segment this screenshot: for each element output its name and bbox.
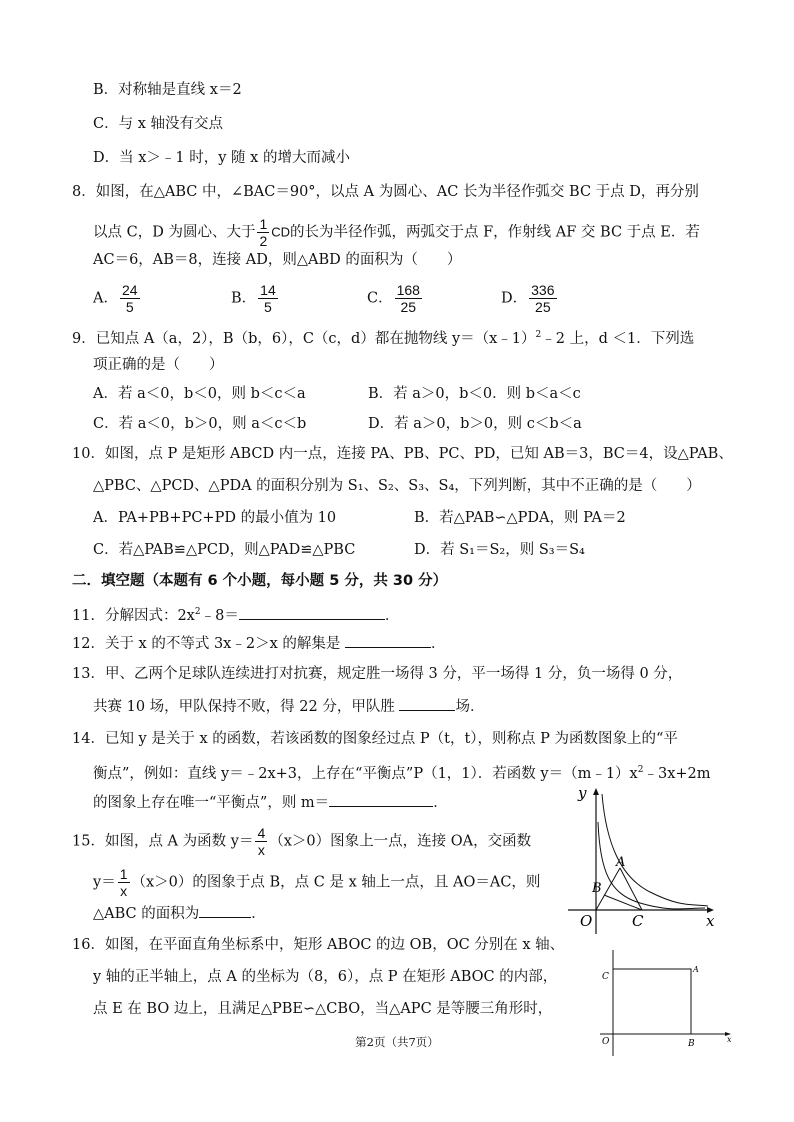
q9-line-2: 项正确的是（ ）: [93, 357, 224, 373]
q8-option-b: B． $\frac{14}{5}$: [231, 282, 276, 315]
fig-label-b: B: [592, 881, 602, 896]
q9-line-1: 9．已知点 A（a，2），B（b，6），C（c，d）都在抛物线 y＝（x﹣1）$^2$﹣2 上，d ＜1．下列选: [72, 330, 695, 347]
q9-option-b: B．若 a＞0，b＜0．则 b＜a＜c: [368, 386, 581, 402]
fig-label-b: B: [688, 1039, 695, 1049]
fig-label-c: C: [602, 972, 609, 982]
q7-option-d: D．当 x＞﹣1 时，y 随 x 的增大而减小: [93, 150, 350, 166]
fig-label-o: O: [602, 1037, 610, 1047]
q9-option-c: C．若 a＜0，b＞0，则 a＜c＜b: [93, 416, 307, 432]
q11-line: 11．分解因式：$2x^2﹣8=$ ．: [72, 602, 399, 626]
q11-answer-blank[interactable]: [239, 605, 385, 620]
q10-option-d: D．若 S₁＝S₂，则 S₃＝S₄: [414, 542, 585, 558]
q8-option-c: C． $\frac{168}{25}$: [367, 282, 420, 315]
segment-bc: [604, 895, 642, 910]
q8-line-1: 8．如图，在△ABC 中，∠BAC＝90°，以点 A 为圆心、AC 长为半径作弧交 BC 于点 D，再分别: [72, 184, 699, 200]
q7-option-c: C．与 x 轴没有交点: [93, 116, 223, 132]
q9-option-a: A．若 a＜0，b＜0，则 b＜c＜a: [93, 386, 306, 402]
q10-option-b: B．若△PAB∽△PDA，则 PA＝2: [414, 510, 626, 526]
q16-line-3: 点 E 在 BO 边上，且满足△PBE∽△CBO，当△APC 是等腰三角形时，: [93, 1001, 553, 1017]
q12-answer-blank[interactable]: [345, 633, 431, 648]
q9-option-d: D．若 a＞0，b＞0，则 c＜b＜a: [368, 416, 582, 432]
fig-label-c: C: [632, 912, 644, 930]
q14-line-3: 的图象上存在唯一“平衡点”，则 m＝ ．: [93, 792, 448, 813]
fig-label-x: x: [727, 1035, 732, 1044]
q10-line-1: 10．如图，点 P 是矩形 ABCD 内一点，连接 PA、PB、PC、PD，已知 AB＝3，BC＝4，设△PAB、: [72, 446, 733, 462]
curve-y-1-over-x: [598, 822, 705, 909]
q8-option-a: A． $\frac{24}{5}$: [93, 282, 138, 315]
fig-label-o: O: [580, 912, 593, 930]
q14-answer-blank[interactable]: [329, 792, 433, 807]
rectangle-aboc: [613, 969, 691, 1034]
q13-answer-blank[interactable]: [399, 696, 455, 711]
q13-line-1: 13．甲、乙两个足球队连续进打对抗赛，规定胜一场得 3 分，平一场得 1 分，负一场得 0 分，: [72, 666, 683, 682]
y-axis-arrow-icon: [593, 788, 599, 795]
q8-option-d: D． $\frac{336}{25}$: [501, 282, 555, 315]
fraction-half: $\frac{1}{2}$: [259, 216, 268, 249]
section-title-fill-in: 二．填空题（本题有 6 个小题，每小题 5 分，共 30 分）: [72, 573, 448, 589]
fig-label-y: y: [578, 784, 587, 802]
q14-line-1: 14．已知 y 是关于 x 的函数，若该函数的图象经过点 P（t，t），则称点 P 为函数图象上的“平: [72, 731, 678, 747]
q12-line: 12．关于 x 的不等式 3x﹣2＞x 的解集是 ．: [72, 633, 445, 654]
segment-ac: [620, 868, 642, 910]
q15-line-1: 15．如图，点 A 为函数 y＝ $\frac{4}{x}$ （x＞0）图象上一点，连接 OA，交函数: [72, 825, 532, 858]
q10-line-2: △PBC、△PCD、△PDA 的面积分别为 S₁、S₂、S₃、S₄，下列判断，其中不正确的是（ ）: [93, 478, 701, 494]
fig-label-a: A: [616, 855, 626, 870]
q10-option-a: A．PA+PB+PC+PD 的最小值为 10: [93, 510, 337, 526]
curve-y-4-over-x: [602, 794, 708, 906]
q13-line-2: 共赛 10 场，甲队保持不败，得 22 分，甲队胜 场．: [93, 696, 484, 717]
q7-option-b: B．对称轴是直线 x＝2: [93, 82, 242, 98]
q8-line-3: AC＝6，AB＝8，连接 AD，则△ABD 的面积为（ ）: [93, 252, 462, 268]
fig-label-x: x: [706, 912, 715, 930]
q10-option-c: C．若△PAB≌△PCD，则△PAD≌△PBC: [93, 542, 356, 558]
page-footer: 第2页（共7页）: [355, 1035, 439, 1049]
q16-line-2: y 轴的正半轴上，点 A 的坐标为（8，6），点 P 在矩形 ABOC 的内部，: [93, 969, 558, 985]
q15-answer-blank[interactable]: [199, 903, 251, 918]
q15-figure: [560, 782, 730, 942]
q16-line-1: 16．如图，在平面直角坐标系中，矩形 ABOC 的边 OB，OC 分别在 x 轴、: [72, 937, 565, 953]
q15-line-2: y＝ $\frac{1}{x}$ （x＞0）的图象于点 B，点 C 是 x 轴上一点，且 AO＝AC，则: [93, 866, 541, 899]
fig-label-a: A: [693, 965, 699, 974]
q14-line-2: 衡点”，例如：直线 y＝﹣2x+3，上存在“平衡点”P（1，1）．若函数 $y=(m﹣1)x^2﹣3x+2m$: [93, 765, 711, 782]
q15-line-3: △ABC 的面积为 ．: [93, 903, 266, 924]
q8-line-2: 以点 C，D 为圆心、大于 $\frac{1}{2}$ CD的长为半径作弧，两弧交于点 F，作射线 AF 交 BC 于点 E．若: [93, 216, 700, 249]
